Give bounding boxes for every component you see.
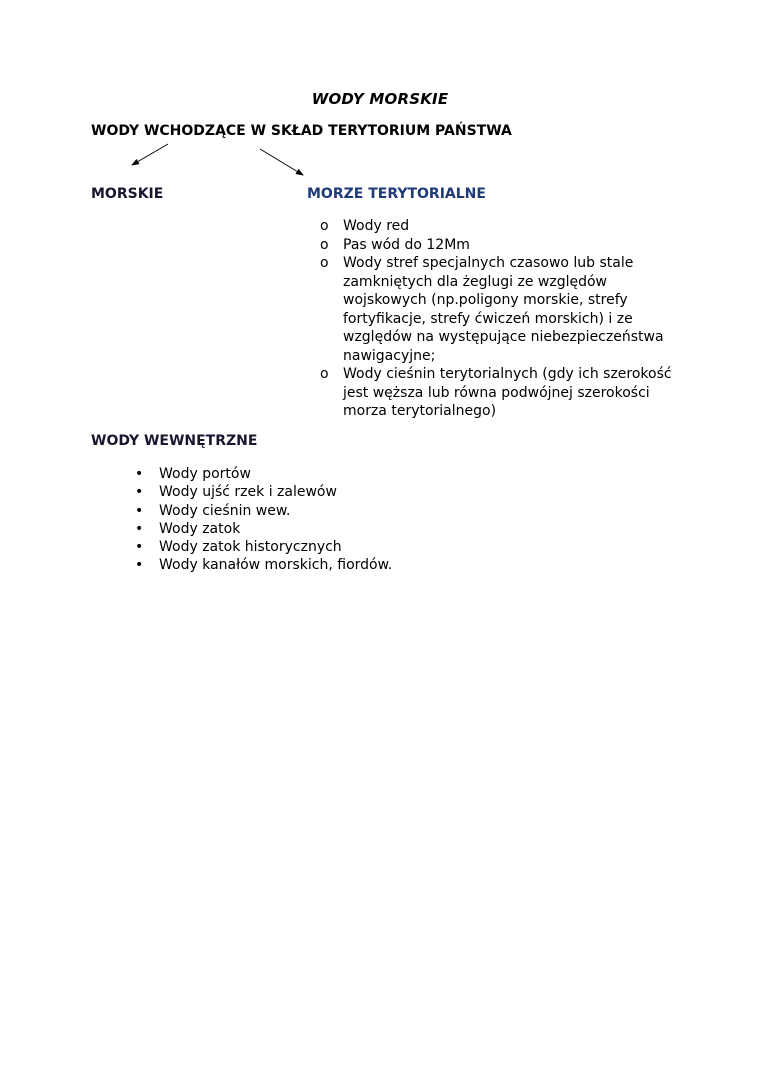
territorial-sea-list <box>320 217 680 421</box>
main-heading: WODY WCHODZĄCE W SKŁAD TERYTORIUM PAŃSTWA <box>91 123 512 139</box>
list-item-text: Wody cieśnin wew. <box>159 502 291 519</box>
list-item-text: Wody cieśnin terytorialnych (gdy ich szerokość jest węższa lub równa podwójnej szerokości morza terytorialnego) <box>343 366 672 419</box>
list-item-text: Wody kanałów morskich, fiordów. <box>159 557 393 574</box>
bullet-marker: • <box>135 539 144 556</box>
list-marker: o <box>320 255 329 271</box>
internal-waters-list <box>135 465 535 575</box>
list-item <box>135 502 535 520</box>
list-item-text: Wody red <box>343 218 410 234</box>
document-title: WODY MORSKIE <box>311 90 449 108</box>
list-item <box>135 520 535 538</box>
list-item <box>135 556 535 574</box>
list-marker: o <box>320 366 329 382</box>
list-item <box>135 483 535 501</box>
bullet-marker: • <box>135 502 144 519</box>
list-marker: o <box>320 218 329 234</box>
list-item-text: Wody ujść rzek i zalewów <box>159 484 337 501</box>
wody-wewnetrzne-heading: WODY WEWNĘTRZNE <box>91 433 258 449</box>
list-item <box>320 254 680 365</box>
list-item <box>320 217 680 236</box>
list-item <box>135 538 535 556</box>
morskie-heading: MORSKIE <box>91 186 164 202</box>
arrow-right <box>260 149 303 175</box>
list-item-text: Wody portów <box>159 466 251 482</box>
morze-terytorialne-heading: MORZE TERYTORIALNE <box>307 186 486 202</box>
arrow-left <box>132 144 168 165</box>
bullet-marker: • <box>135 520 144 537</box>
list-item <box>320 365 680 421</box>
list-item <box>320 236 680 255</box>
bullet-marker: • <box>135 484 144 501</box>
list-marker: o <box>320 236 329 253</box>
list-item-text: Wody stref specjalnych czasowo lub stale zamkniętych dla żeglugi ze względów wojskowych (np.poligony morskie, strefy fortyfikacje, strefy ćwiczeń morskich) i ze względów na występujące niebezpieczeństwa nawigacyjne; <box>343 255 664 364</box>
list-item-text: Wody zatok historycznych <box>159 539 342 556</box>
list-item-text: Wody zatok <box>159 520 241 537</box>
list-item <box>135 465 535 483</box>
bullet-marker: • <box>135 466 144 482</box>
bullet-marker: • <box>135 557 144 574</box>
list-item-text: Pas wód do 12Mm <box>343 236 470 253</box>
